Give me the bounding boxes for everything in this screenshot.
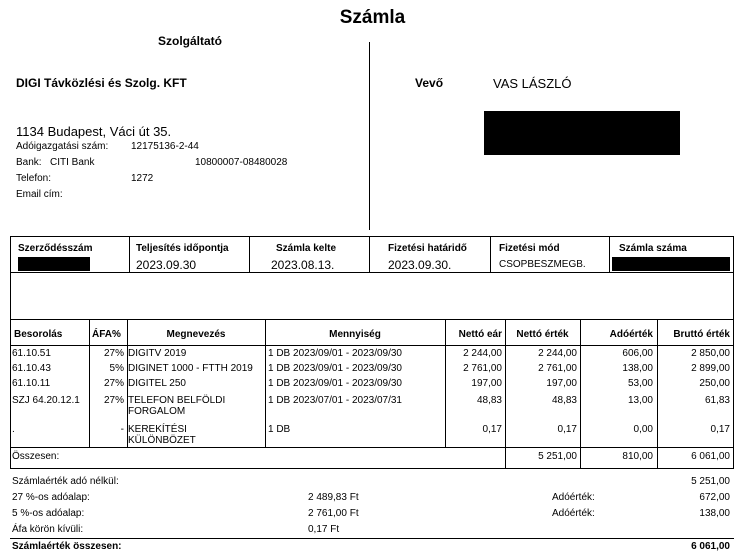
bank-name: CITI Bank: [50, 157, 95, 168]
item-net: 48,83: [551, 395, 577, 406]
items-header-line: [10, 345, 734, 346]
completion-date: 2023.09.30: [136, 258, 197, 272]
item-unit: 0,17: [482, 424, 502, 435]
info-col-sep: [490, 236, 491, 272]
item-unit: 2 244,00: [463, 348, 502, 359]
item-class: .: [12, 424, 15, 435]
classification-header: Besorolás: [14, 329, 63, 340]
items-table: [10, 320, 734, 468]
net-value-header: Nettó érték: [516, 329, 569, 340]
tax27-value: 672,00: [699, 492, 730, 503]
item-tax: 606,00: [622, 348, 653, 359]
tax-number-label: Adóigazgatási szám:: [16, 141, 109, 152]
redacted-buyer-address: [484, 111, 680, 155]
item-unit: 2 761,00: [463, 363, 502, 374]
redacted-contract-number: [18, 257, 90, 271]
phone-value: 1272: [131, 173, 154, 184]
tax5-label: Adóérték:: [552, 508, 595, 519]
item-net: 2 761,00: [538, 363, 577, 374]
invoice-date-header: Számla kelte: [276, 243, 337, 254]
bank-label: Bank:: [16, 157, 42, 168]
item-name: DIGITV 2019: [128, 348, 187, 359]
items-total-line: [10, 447, 734, 448]
item-gross: 2 850,00: [691, 348, 730, 359]
redacted-invoice-number: [612, 257, 730, 271]
item-vat: 5%: [109, 363, 124, 374]
base27-value: 2 489,83 Ft: [308, 492, 359, 503]
gross-value-header: Bruttó érték: [673, 329, 730, 340]
item-gross: 2 899,00: [691, 363, 730, 374]
provider-name: DIGI Távközlési és Szolg. KFT: [16, 76, 187, 90]
vat-header: ÁFA%: [92, 329, 121, 340]
payment-method-header: Fizetési mód: [499, 243, 560, 254]
invoice-title: Számla: [339, 7, 406, 28]
item-class: SZJ 64.20.12.1: [12, 395, 80, 406]
items-col-sep: [580, 320, 581, 468]
invoice-date: 2023.08.13.: [271, 258, 335, 272]
item-gross: 0,17: [710, 424, 730, 435]
item-qty: 1 DB 2023/09/01 - 2023/09/30: [268, 363, 402, 374]
base5-value: 2 761,00 Ft: [308, 508, 359, 519]
tax-number-value: 12175136-2-44: [131, 141, 199, 152]
item-class: 61.10.51: [12, 348, 51, 359]
item-qty: 1 DB 2023/09/01 - 2023/09/30: [268, 348, 402, 359]
tax-value-header: Adóérték: [609, 329, 653, 340]
item-tax: 53,00: [627, 378, 653, 389]
base27-label: 27 %-os adóalap:: [12, 492, 90, 503]
buyer-name: VAS LÁSZLÓ: [493, 76, 572, 91]
items-col-sep: [657, 320, 658, 468]
item-name: TELEFON BELFÖLDI: [128, 395, 226, 406]
items-col-sep: [505, 320, 506, 468]
provider-address: 1134 Budapest, Váci út 35.: [16, 124, 172, 139]
item-net: 0,17: [557, 424, 577, 435]
item-qty: 1 DB 2023/09/01 - 2023/09/30: [268, 378, 402, 389]
summary-divider: [10, 538, 734, 539]
info-col-sep: [249, 236, 250, 272]
item-vat: 27%: [103, 378, 124, 389]
info-divider: [10, 272, 734, 273]
base5-label: 5 %-os adóalap:: [12, 508, 85, 519]
item-tax: 13,00: [627, 395, 653, 406]
item-vat: -: [120, 424, 124, 435]
provider-heading: Szolgáltató: [158, 34, 223, 48]
phone-label: Telefon:: [16, 173, 52, 184]
total-tax: 810,00: [622, 451, 653, 462]
item-net: 197,00: [546, 378, 577, 389]
item-vat: 27%: [103, 348, 124, 359]
item-tax: 0,00: [633, 424, 653, 435]
item-name: DIGINET 1000 - FTTH 2019: [128, 363, 253, 374]
unit-price-header: Nettó eár: [458, 329, 502, 340]
bank-account: 10800007-08480028: [195, 157, 288, 168]
total-gross: 6 061,00: [691, 451, 730, 462]
tax5-value: 138,00: [699, 508, 730, 519]
invoice-number-header: Számla száma: [619, 243, 687, 254]
total-net: 5 251,00: [538, 451, 577, 462]
total-label: Összesen:: [12, 451, 60, 462]
item-name-line2: KÜLÖNBÖZET: [128, 435, 196, 446]
item-gross: 250,00: [699, 378, 730, 389]
info-col-sep: [129, 236, 130, 272]
header-divider: [369, 42, 370, 230]
grand-total-label: Számlaérték összesen:: [12, 541, 122, 552]
due-date-header: Fizetési határidő: [388, 243, 467, 254]
grand-total-value: 6 061,00: [691, 541, 730, 552]
payment-method: CSOPBESZMEGB.: [499, 259, 586, 270]
contract-number-header: Szerződésszám: [18, 243, 93, 254]
item-tax: 138,00: [622, 363, 653, 374]
item-name: DIGITEL 250: [128, 378, 186, 389]
quantity-header: Mennyiség: [329, 329, 381, 340]
item-qty: 1 DB: [268, 424, 291, 435]
completion-date-header: Teljesítés időpontja: [136, 243, 229, 254]
net-total-label: Számlaérték adó nélkül:: [12, 476, 119, 487]
name-header: Megnevezés: [166, 329, 226, 340]
items-bottom-line: [10, 468, 734, 469]
info-col-sep: [369, 236, 370, 272]
item-vat: 27%: [103, 395, 124, 406]
due-date: 2023.09.30.: [388, 258, 452, 272]
tax27-label: Adóérték:: [552, 492, 595, 503]
email-label: Email cím:: [16, 189, 63, 200]
info-col-sep: [609, 236, 610, 272]
item-qty: 1 DB 2023/07/01 - 2023/07/31: [268, 395, 402, 406]
item-net: 2 244,00: [538, 348, 577, 359]
outside-vat-label: Áfa körön kívüli:: [12, 524, 84, 535]
buyer-label: Vevő: [415, 76, 444, 90]
item-unit: 48,83: [476, 395, 502, 406]
net-total-value: 5 251,00: [691, 476, 730, 487]
item-name-line2: FORGALOM: [128, 406, 186, 417]
item-class: 61.10.43: [12, 363, 51, 374]
item-unit: 197,00: [471, 378, 502, 389]
item-gross: 61,83: [704, 395, 730, 406]
item-class: 61.10.11: [12, 378, 51, 389]
item-name: KEREKÍTÉSI: [128, 424, 187, 435]
outside-vat-value: 0,17 Ft: [308, 524, 340, 535]
